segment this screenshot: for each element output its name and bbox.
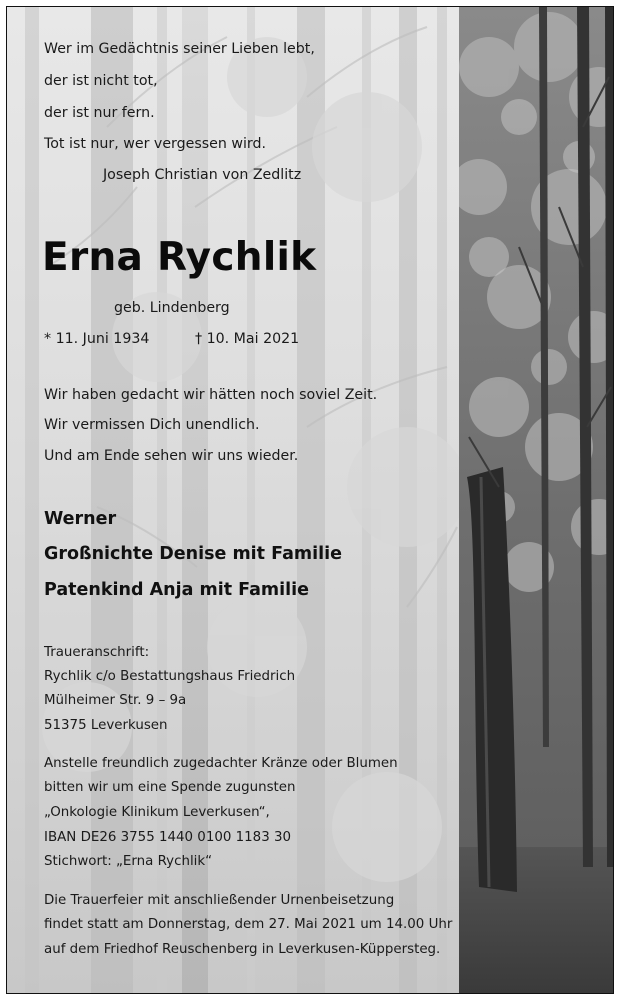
poem-line: Tot ist nur, wer vergessen wird.	[44, 136, 267, 152]
forest-photo	[459, 7, 613, 993]
ceremony-line: findet statt am Donnerstag, dem 27. Mai 2021 um 14.00 Uhr	[44, 917, 453, 932]
ceremony-line: Die Trauerfeier mit anschließender Urnenbeisetzung	[44, 893, 395, 908]
address-line: Mülheimer Str. 9 – 9a	[44, 693, 187, 708]
address-line: Rychlik c/o Bestattungshaus Friedrich	[44, 669, 296, 684]
iban: IBAN DE26 3755 1440 0100 1183 30	[44, 830, 292, 845]
message-line: Wir haben gedacht wir hätten noch soviel Zeit.	[44, 387, 378, 403]
donation-keyword: Stichwort: „Erna Rychlik“	[44, 854, 213, 869]
mourner: Werner	[44, 509, 117, 529]
address-line: Traueranschrift:	[44, 645, 150, 660]
death-date: † 10. Mai 2021	[195, 331, 300, 347]
obituary-card	[7, 7, 613, 993]
address-line: 51375 Leverkusen	[44, 718, 168, 733]
message-line: Und am Ende sehen wir uns wieder.	[44, 448, 299, 464]
poem-line: der ist nur fern.	[44, 105, 155, 121]
poem-author: Joseph Christian von Zedlitz	[103, 167, 302, 183]
donation-line: „Onkologie Klinikum Leverkusen“,	[44, 805, 270, 820]
mourner: Patenkind Anja mit Familie	[44, 580, 310, 600]
deceased-name: Erna Rychlik	[42, 235, 317, 280]
message-line: Wir vermissen Dich unendlich.	[44, 417, 260, 433]
birth-name: geb. Lindenberg	[114, 300, 230, 316]
birth-date: * 11. Juni 1934	[44, 331, 150, 347]
mourner: Großnichte Denise mit Familie	[44, 544, 342, 564]
poem-line: Wer im Gedächtnis seiner Lieben lebt,	[44, 41, 315, 57]
ceremony-line: auf dem Friedhof Reuschenberg in Leverkusen-Küppersteg.	[44, 942, 441, 957]
donation-line: bitten wir um eine Spende zugunsten	[44, 780, 296, 795]
poem-line: der ist nicht tot,	[44, 73, 158, 89]
donation-line: Anstelle freundlich zugedachter Kränze oder Blumen	[44, 756, 398, 771]
